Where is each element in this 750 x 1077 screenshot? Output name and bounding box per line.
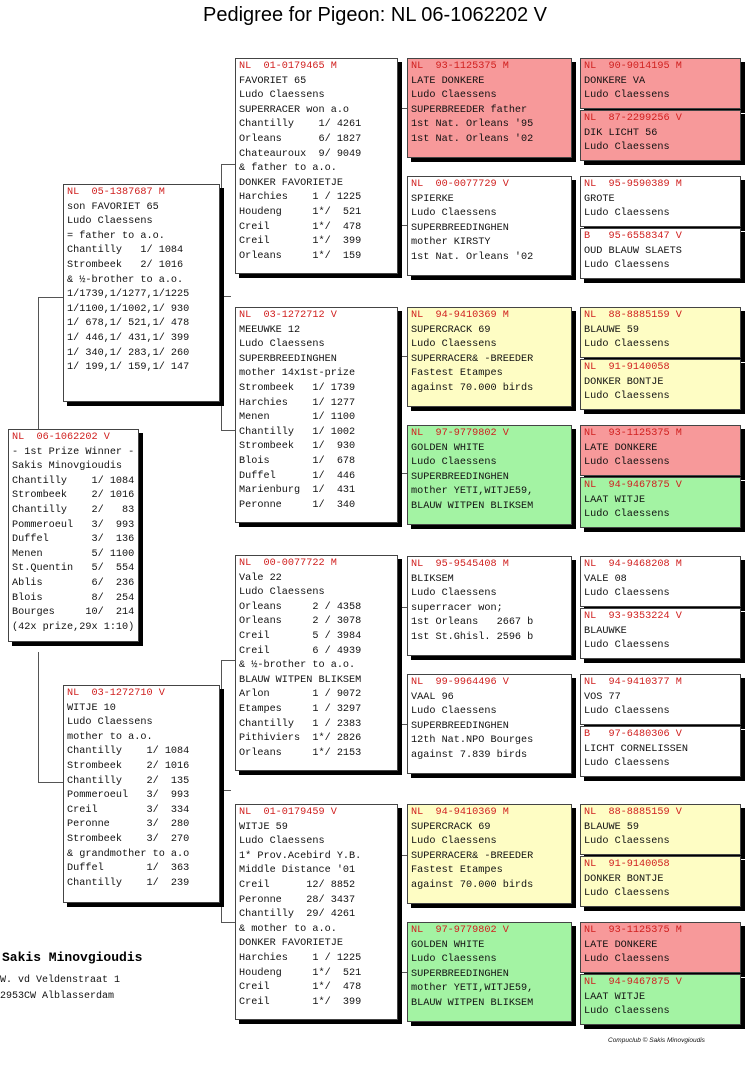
card-line: Duffel 3/ 136 [12,534,135,546]
card-line: BLAUW WITPEN BLIKSEM [239,674,362,686]
ring-number: NL 94-9468208 M [584,559,682,570]
card-line: Creil 1*/ 478 [239,982,362,994]
card-line: GROTE [584,193,615,205]
connector-line [572,95,573,125]
card-line: Harchies 1 / 1225 [239,192,362,204]
card-line: 1/ 678,1/ 521,1/ 478 [67,318,190,330]
card-line: Ludo Claessens [584,260,670,272]
card-line: Ludo Claessens [584,888,670,900]
card-line: - 1st Prize Winner - [12,446,135,458]
pedigree-card-mother [63,685,220,903]
card-line: Ludo Claessens [411,836,497,848]
card-line: St.Quentin 5/ 554 [12,563,135,575]
card-line: Ludo Claessens [411,90,497,102]
card-line: SUPERRACER& -BREEDER [411,850,534,862]
card-line: Chantilly 1 / 2383 [239,718,362,730]
connector-line [398,356,399,473]
card-line: LAAT WITJE [584,991,646,1003]
card-line: SUPERBREEDINGHEN [239,353,337,365]
card-line: SUPERCRACK 69 [411,324,491,336]
card-line: Orleans 6/ 1827 [239,133,362,145]
ring-number: NL 94-9410377 M [584,677,682,688]
card-line: BLAUW WITPEN BLIKSEM [411,500,534,512]
owner-city: 2953CW Alblasserdam [0,991,115,1002]
connector-line [572,959,573,989]
pedigree-card-ancestor [580,359,741,410]
card-line: SUPERBREEDINGHEN [411,471,509,483]
owner-name: Sakis Minovgioudis [2,950,143,965]
ring-number: NL 93-1125375 M [584,925,682,936]
card-line: & grandmother to a.o [67,848,190,860]
card-line: 1st Nat. Orleans '02 [411,133,534,145]
connector-line [221,660,222,922]
card-line: Orleans 1*/ 2153 [239,747,362,759]
card-line: = father to a.o. [67,230,165,242]
card-line: VAAL 96 [411,691,454,703]
pedigree-card-father [63,184,220,402]
connector-line [38,297,66,298]
card-line: DONKERE VA [584,75,646,87]
card-line: Chantilly 29/ 4261 [239,909,356,921]
ring-number: NL 95-9590389 M [584,179,682,190]
ring-number: NL 99-9964496 V [411,677,509,688]
ring-number: NL 03-1272710 V [67,688,165,699]
card-line: 1/ 199,1/ 159,1/ 147 [67,362,190,374]
card-line: Ludo Claessens [239,90,325,102]
card-line: DONKER FAVORIETJE [239,177,343,189]
ring-number: NL 94-9410369 M [411,310,509,321]
connector-line [572,594,573,624]
card-line: WITJE 10 [67,702,116,714]
ring-number: NL 00-0077722 M [239,558,337,569]
pedigree-card-ancestor [580,425,741,476]
card-line: Houdeng 1*/ 521 [239,206,362,218]
card-line: Blois 1/ 678 [239,455,356,467]
card-line: 1/ 340,1/ 283,1/ 260 [67,347,190,359]
connector-line [398,607,399,724]
card-line: Strombeek 1/ 1739 [239,382,356,394]
card-line: LAAT WITJE [584,494,646,506]
card-line: Strombeek 1/ 930 [239,441,356,453]
card-line: Ludo Claessens [67,717,153,729]
card-line: 1st St.Ghisl. 2596 b [411,631,534,643]
card-line: Ludo Claessens [67,216,153,228]
card-line: SUPERRACER& -BREEDER [411,353,534,365]
card-line: SUPERBREEDINGHEN [411,720,509,732]
card-line: against 70.000 birds [411,879,534,891]
card-line: Ludo Claessens [411,208,497,220]
pedigree-card-ancestor [580,726,741,777]
card-line: 1/ 446,1/ 431,1/ 399 [67,332,190,344]
pedigree-card-great-grandparent [407,556,572,656]
card-line: & ½-brother to a.o. [239,660,356,672]
pedigree-card-ancestor [580,228,741,279]
card-line: Peronne 28/ 3437 [239,894,356,906]
card-line: Pommeroeul 3/ 993 [12,519,135,531]
pedigree-card-ancestor [580,922,741,973]
pedigree-card-ancestor [580,974,741,1025]
card-line: Creil 5 / 3984 [239,630,362,642]
card-line: Creil 3/ 334 [67,804,190,816]
card-line: FAVORIET 65 [239,75,307,87]
card-line: Pommeroeul 3/ 993 [67,790,190,802]
card-line: Menen 5/ 1100 [12,548,135,560]
ring-number: NL 97-9779802 V [411,925,509,936]
card-line: Ludo Claessens [411,457,497,469]
card-line: Ludo Claessens [239,836,325,848]
ring-number: NL 90-9014195 M [584,61,682,72]
connector-line [38,782,66,783]
card-line: LATE DONKERE [411,75,485,87]
card-line: Ludo Claessens [411,706,497,718]
pedigree-card-great-grandparent [407,922,572,1022]
card-line: 1st Nat. Orleans '95 [411,119,534,131]
card-line: SPIERKE [411,193,454,205]
card-line: Ludo Claessens [584,339,670,351]
connector-line [398,855,399,972]
card-line: LATE DONKERE [584,442,658,454]
pedigree-card-ancestor [580,176,741,227]
card-line: 1st Nat. Orleans '02 [411,251,534,263]
card-line: GOLDEN WHITE [411,442,485,454]
card-line: Vale 22 [239,572,282,584]
card-line: Ludo Claessens [584,588,670,600]
ring-number: NL 06-1062202 V [12,432,110,443]
pedigree-card-great-grandparent [407,804,572,904]
card-line: Ludo Claessens [239,587,325,599]
pedigree-card-ancestor [580,674,741,725]
card-line: GOLDEN WHITE [411,939,485,951]
pedigree-card-great-grandparent [407,674,572,774]
pedigree-card-ancestor [580,58,741,109]
card-line: Creil 1*/ 399 [239,236,362,248]
connector-line [38,652,39,782]
ring-number: NL 88-8885159 V [584,310,682,321]
card-line: SUPERCRACK 69 [411,821,491,833]
card-line: Ludo Claessens [584,509,670,521]
page-title: Pedigree for Pigeon: NL 06-1062202 V [203,4,547,26]
connector-line [572,460,573,490]
card-line: BLAUWE 59 [584,821,640,833]
connector-line [572,343,573,373]
card-line: BLIKSEM [411,573,454,585]
card-line: Creil 1*/ 399 [239,996,362,1008]
pedigree-card-great-grandparent [407,176,572,276]
owner-street: W. vd Veldenstraat 1 [0,975,121,986]
connector-line [38,297,39,429]
connector-line [572,711,573,741]
card-line: Marienburg 1/ 431 [239,485,356,497]
card-line: Ludo Claessens [584,142,670,154]
card-line: Chateauroux 9/ 9049 [239,148,362,160]
card-line: SUPERRACER won a.o [239,104,350,116]
card-line: Harchies 1 / 1225 [239,952,362,964]
pedigree-card-ancestor [580,856,741,907]
card-line: Etampes 1 / 3297 [239,703,362,715]
connector-line [221,164,222,430]
card-line: Bourges 10/ 214 [12,607,135,619]
card-line: Orleans 2 / 3078 [239,616,362,628]
card-line: VOS 77 [584,691,621,703]
card-line: Ludo Claessens [584,706,670,718]
card-line: DONKER FAVORIETJE [239,938,343,950]
card-line: mother YETI,WITJE59, [411,486,534,498]
card-line: Menen 1/ 1100 [239,412,356,424]
ring-number: NL 95-9545408 M [411,559,509,570]
card-line: 1* Prov.Acebird Y.B. [239,850,362,862]
card-line: Ablis 6/ 236 [12,577,135,589]
card-line: Ludo Claessens [584,208,670,220]
card-line: Harchies 1/ 1277 [239,397,356,409]
card-line: DIK LICHT 56 [584,127,658,139]
card-line: against 7.839 birds [411,749,528,761]
ring-number: NL 03-1272712 V [239,310,337,321]
card-line: Ludo Claessens [584,954,670,966]
ring-number: B 97-6480306 V [584,729,682,740]
card-line: Ludo Claessens [584,457,670,469]
card-line: Chantilly 1/ 1084 [12,475,135,487]
connector-line [572,842,573,872]
ring-number: NL 91-9140058 [584,362,670,373]
card-line: Ludo Claessens [239,339,325,351]
connector-line [221,790,231,791]
card-line: Sakis Minovgioudis [12,461,123,473]
card-line: mother 14x1st-prize [239,368,356,380]
card-line: mother to a.o. [67,731,153,743]
card-line: Fastest Etampes [411,368,503,380]
card-line: Ludo Claessens [411,954,497,966]
pedigree-card-grandparent [235,307,398,523]
ring-number: NL 88-8885159 V [584,807,682,818]
pedigree-card-ancestor [580,608,741,659]
card-line: mother KIRSTY [411,237,491,249]
ring-number: NL 01-0179459 V [239,807,337,818]
card-line: WITJE 59 [239,821,288,833]
ring-number: NL 93-1125375 M [411,61,509,72]
card-line: Ludo Claessens [411,339,497,351]
card-line: VALE 08 [584,573,627,585]
ring-number: NL 87-2299256 V [584,113,682,124]
card-line: Ludo Claessens [584,758,670,770]
card-line: LICHT CORNELISSEN [584,743,688,755]
card-line: OUD BLAUW SLAETS [584,245,682,257]
card-line: Middle Distance '01 [239,865,356,877]
pedigree-card-great-grandparent [407,58,572,158]
ring-number: NL 05-1387687 M [67,187,165,198]
card-line: Peronne 3/ 280 [67,819,190,831]
ring-number: NL 93-9353224 V [584,611,682,622]
pedigree-card-grandparent [235,804,398,1020]
card-line: Strombeek 2/ 1016 [12,490,135,502]
card-line: DONKER BONTJE [584,376,664,388]
card-line: SUPERBREEDINGHEN [411,222,509,234]
ring-number: NL 01-0179465 M [239,61,337,72]
card-line: SUPERBREEDER father [411,104,528,116]
card-line: & ½-brother to a.o. [67,274,184,286]
card-line: Ludo Claessens [584,640,670,652]
card-line: 12th Nat.NPO Bourges [411,735,534,747]
card-line: Orleans 1*/ 159 [239,250,362,262]
pedigree-card-great-grandparent [407,425,572,525]
card-line: Ludo Claessens [411,588,497,600]
pedigree-card-ancestor [580,556,741,607]
card-line: & father to a.o. [239,163,337,175]
pedigree-card-grandparent [235,58,398,274]
card-line: BLAUW WITPEN BLIKSEM [411,997,534,1009]
card-line: Ludo Claessens [584,836,670,848]
card-line: Strombeek 3/ 270 [67,833,190,845]
card-line: BLAUWE 59 [584,324,640,336]
pedigree-card-ancestor [580,110,741,161]
connector-line [398,108,399,225]
card-line: Chantilly 1/ 4261 [239,119,362,131]
pedigree-card-grandparent [235,555,398,771]
card-line: Strombeek 2/ 1016 [67,760,190,772]
card-line: Ludo Claessens [584,1006,670,1018]
card-line: Peronne 1/ 340 [239,499,356,511]
ring-number: NL 94-9467875 V [584,977,682,988]
card-line: Houdeng 1*/ 521 [239,967,362,979]
card-line: (42x prize,29x 1:10) [12,621,135,633]
card-line: Arlon 1 / 9072 [239,689,362,701]
card-line: LATE DONKERE [584,939,658,951]
card-line: BLAUWKE [584,625,627,637]
card-line: mother YETI,WITJE59, [411,983,534,995]
card-line: Fastest Etampes [411,865,503,877]
connector-line [572,212,573,242]
pedigree-card-ancestor [580,477,741,528]
pedigree-card-subject [8,429,139,642]
card-line: son FAVORIET 65 [67,201,159,213]
pedigree-card-great-grandparent [407,307,572,407]
card-line: Chantilly 1/ 1002 [239,426,356,438]
card-line: Chantilly 1/ 1084 [67,746,190,758]
card-line: Creil 6 / 4939 [239,645,362,657]
card-line: Ludo Claessens [584,391,670,403]
card-line: Blois 8/ 254 [12,592,135,604]
card-line: Duffel 1/ 446 [239,470,356,482]
card-line: Chantilly 1/ 239 [67,877,190,889]
card-line: SUPERBREEDINGHEN [411,968,509,980]
card-line: 1/1100,1/1002,1/ 930 [67,303,190,315]
ring-number: NL 00-0077729 V [411,179,509,190]
card-line: 1st Orleans 2667 b [411,617,534,629]
card-line: Orleans 2 / 4358 [239,601,362,613]
ring-number: NL 97-9779802 V [411,428,509,439]
ring-number: NL 94-9410369 M [411,807,509,818]
ring-number: NL 94-9467875 V [584,480,682,491]
card-line: & mother to a.o. [239,923,337,935]
card-line: Creil 1*/ 478 [239,221,362,233]
card-line: superracer won; [411,602,503,614]
card-line: Chantilly 2/ 135 [67,775,190,787]
card-line: Creil 12/ 8852 [239,879,356,891]
card-line: DONKER BONTJE [584,873,664,885]
card-line: 1/1739,1/1277,1/1225 [67,289,190,301]
ring-number: NL 91-9140058 [584,859,670,870]
card-line: Strombeek 2/ 1016 [67,259,184,271]
card-line: MEEUWKE 12 [239,324,301,336]
ring-number: NL 93-1125375 M [584,428,682,439]
card-line: against 70.000 birds [411,382,534,394]
card-line: Pithiviers 1*/ 2826 [239,733,362,745]
card-line: Chantilly 1/ 1084 [67,245,184,257]
pedigree-card-ancestor [580,804,741,855]
credit-line: Compuclub © Sakis Minovgioudis [608,1037,705,1044]
ring-number: B 95-6558347 V [584,231,682,242]
card-line: Duffel 1/ 363 [67,863,190,875]
pedigree-card-ancestor [580,307,741,358]
card-line: Chantilly 2/ 83 [12,504,135,516]
card-line: Ludo Claessens [584,90,670,102]
connector-line [221,296,231,297]
